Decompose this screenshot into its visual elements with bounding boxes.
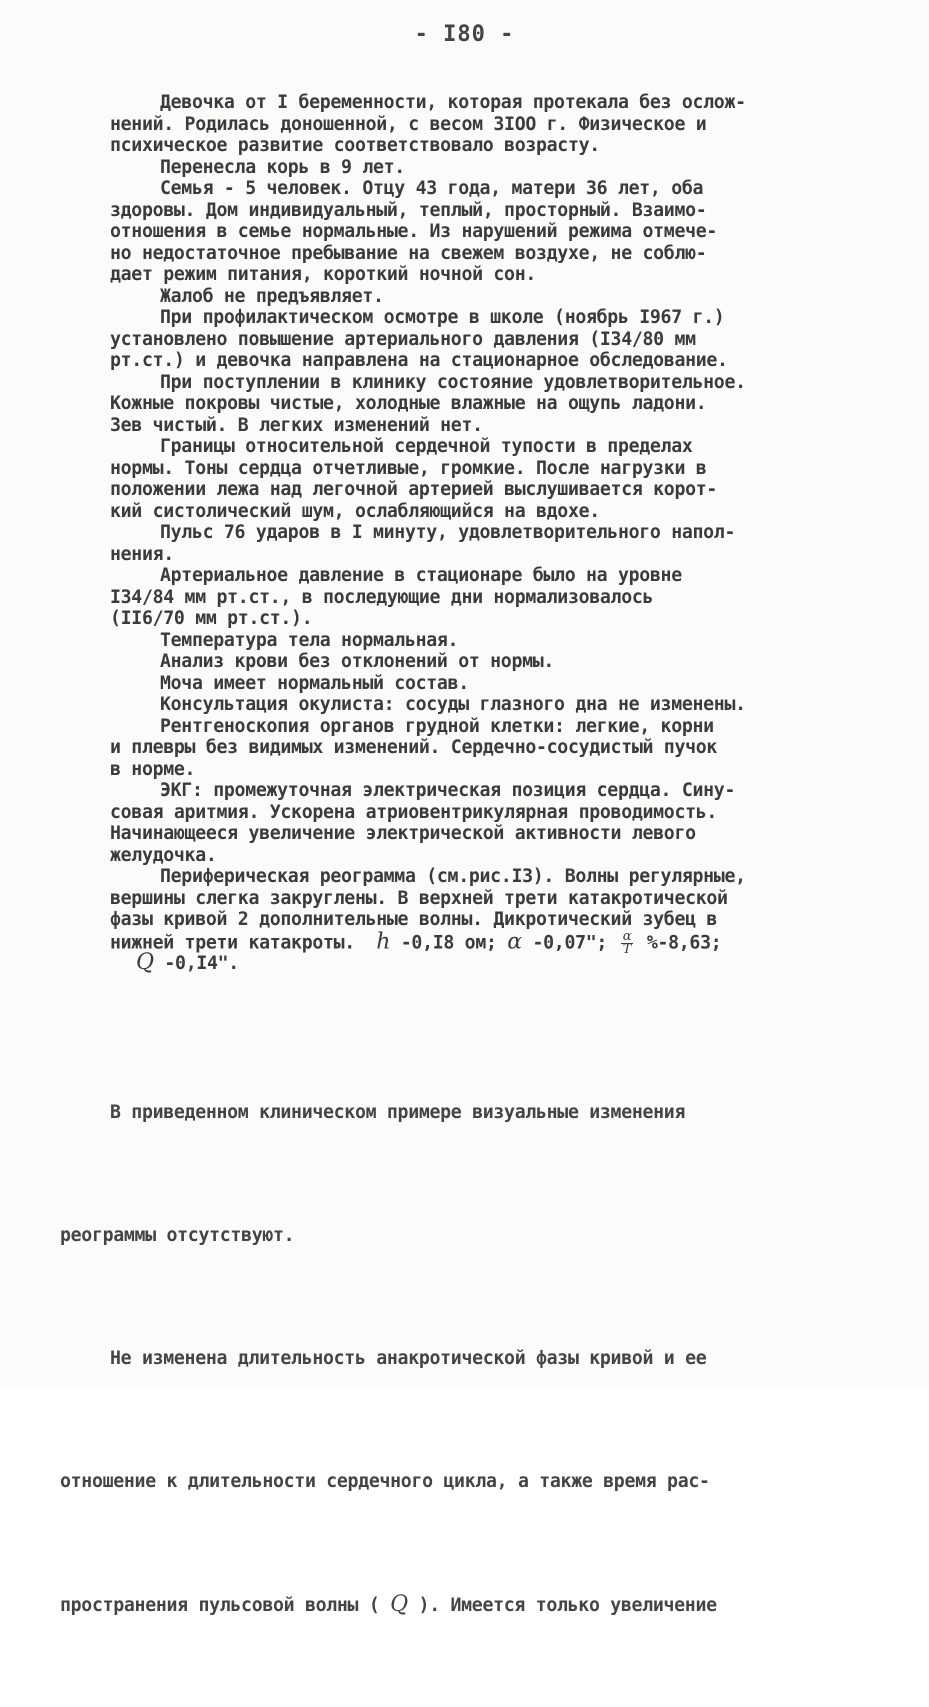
alpha-over-t-fraction — [621, 928, 633, 957]
text-line: рт.ст.) и девочка направлена на стационарное обследование. — [110, 350, 728, 371]
formula-line — [110, 928, 870, 957]
q-symbol: Q — [136, 950, 154, 975]
discussion-text — [60, 1010, 880, 1707]
paragraph-line: отношение к длительности сердечного цикла, а также время рас- — [60, 1471, 710, 1492]
text-line: Зев чистый. В легких изменений нет. — [110, 414, 483, 436]
case-description — [110, 92, 870, 974]
text-line: Анализ крови без отклонений от нормы. — [160, 651, 555, 672]
text-line: Температура тела нормальная. — [160, 629, 459, 651]
text-line: дает режим питания, короткий ночной сон. — [110, 264, 536, 285]
formula-lead: нижней трети катакроты. — [110, 932, 377, 953]
q-value: -0,I4". — [153, 953, 239, 974]
alpha-value: -0,07"; — [521, 932, 618, 953]
text-line: Моча имеет нормальный состав. — [160, 672, 469, 694]
fraction-denominator: T — [622, 941, 632, 957]
text-line: Семья - 5 человек. Отцу 43 года, матери 36 лет, оба — [160, 178, 704, 199]
page-number: - I80 - — [414, 22, 515, 47]
text-line: кий систолический шум, ослабляющийся на вдохе. — [110, 500, 600, 522]
text-line: Начинающееся увеличение электрической активности левого — [110, 823, 696, 844]
text-line: Границы относительной сердечной тупости в пределах — [160, 436, 693, 457]
text-line: Кожные покровы чистые, холодные влажные на ощупь ладони. — [110, 393, 707, 414]
text-line: отношения в семье нормальные. Из нарушений режима отмече- — [110, 221, 718, 242]
text-line: совая аритмия. Ускорена атриовентрикулярная проводимость. — [110, 801, 718, 823]
fraction-numerator: α — [622, 928, 632, 944]
text-line: нормы. Тоны сердца отчетливые, громкие. После нагрузки в — [110, 457, 707, 479]
text-line: желудочка. — [110, 844, 217, 866]
text-line: нений. Родилась доношенной, с весом 3IOO г. Физическое и — [110, 113, 707, 135]
text-line: но недостаточное пребывание на свежем воздухе, не соблю- — [110, 242, 707, 264]
text-line: положении лежа над легочной артерией выслушивается корот- — [110, 479, 718, 500]
text-line: Перенесла корь в 9 лет. — [160, 156, 405, 178]
text-line: фазы кривой 2 дополнительные волны. Дикротический зубец в — [110, 909, 718, 930]
q-symbol: Q — [390, 1592, 408, 1617]
text-line: вершины слегка закруглены. В верхней трети катакротической — [110, 887, 728, 909]
text-line: (II6/70 мм рт.ст.). — [110, 608, 313, 629]
text-line: При поступлении в клинику состояние удовлетворительное. — [160, 371, 746, 393]
h-value: -0,I8 ом; — [390, 932, 508, 953]
text-line: и плевры без видимых изменений. Сердечно-сосудистый пучок — [110, 737, 718, 758]
text-line: здоровы. Дом индивидуальный, теплый, просторный. Взаимо- — [110, 199, 707, 221]
text-line: Пульс 76 ударов в I минуту, удовлетворительного напол- — [160, 522, 736, 543]
text-line: Рентгеноскопия органов грудной клетки: легкие, корни — [160, 715, 714, 737]
text-line: Жалоб не предъявляет. — [160, 285, 384, 307]
alpha-symbol: α — [507, 929, 522, 954]
paragraph-line — [60, 1584, 880, 1625]
paragraph-line: В приведенном клиническом примере визуальные изменения — [110, 1102, 686, 1123]
text-line: нения. — [110, 543, 174, 565]
formula-line — [110, 952, 870, 974]
paragraph-text: ). Имеется только увеличение — [407, 1595, 717, 1616]
fraction-value: %-8,63; — [636, 932, 722, 953]
text-line: Артериальное давление в стационаре было на уровне — [160, 565, 682, 586]
paragraph-line: реограммы отсутствуют. — [60, 1225, 295, 1246]
text-line: При профилактическом осмотре в школе (ноябрь I967 г.) — [160, 307, 725, 328]
text-line: I34/84 мм рт.ст., в последующие дни нормализовалось — [110, 586, 654, 608]
paragraph-text: пространения пульсовой волны ( — [60, 1595, 391, 1616]
text-line: установлено повышение артериального давления (I34/80 мм — [110, 328, 696, 350]
text-line: Консультация окулиста: сосуды глазного дна не изменены. — [160, 694, 746, 715]
text-line: Девочка от I беременности, которая протекала без ослож- — [160, 92, 746, 113]
text-line: психическое развитие соответствовало возрасту. — [110, 135, 600, 156]
h-symbol: h — [376, 929, 391, 954]
text-line: Периферическая реограмма (см.рис.I3). Волны регулярные, — [160, 866, 746, 887]
text-line: ЭКГ: промежуточная электрическая позиция сердца. Сину- — [160, 780, 736, 801]
paragraph-line: Не изменена длительность анакротической фазы кривой и ее — [110, 1348, 707, 1369]
text-line: в норме. — [110, 758, 196, 780]
